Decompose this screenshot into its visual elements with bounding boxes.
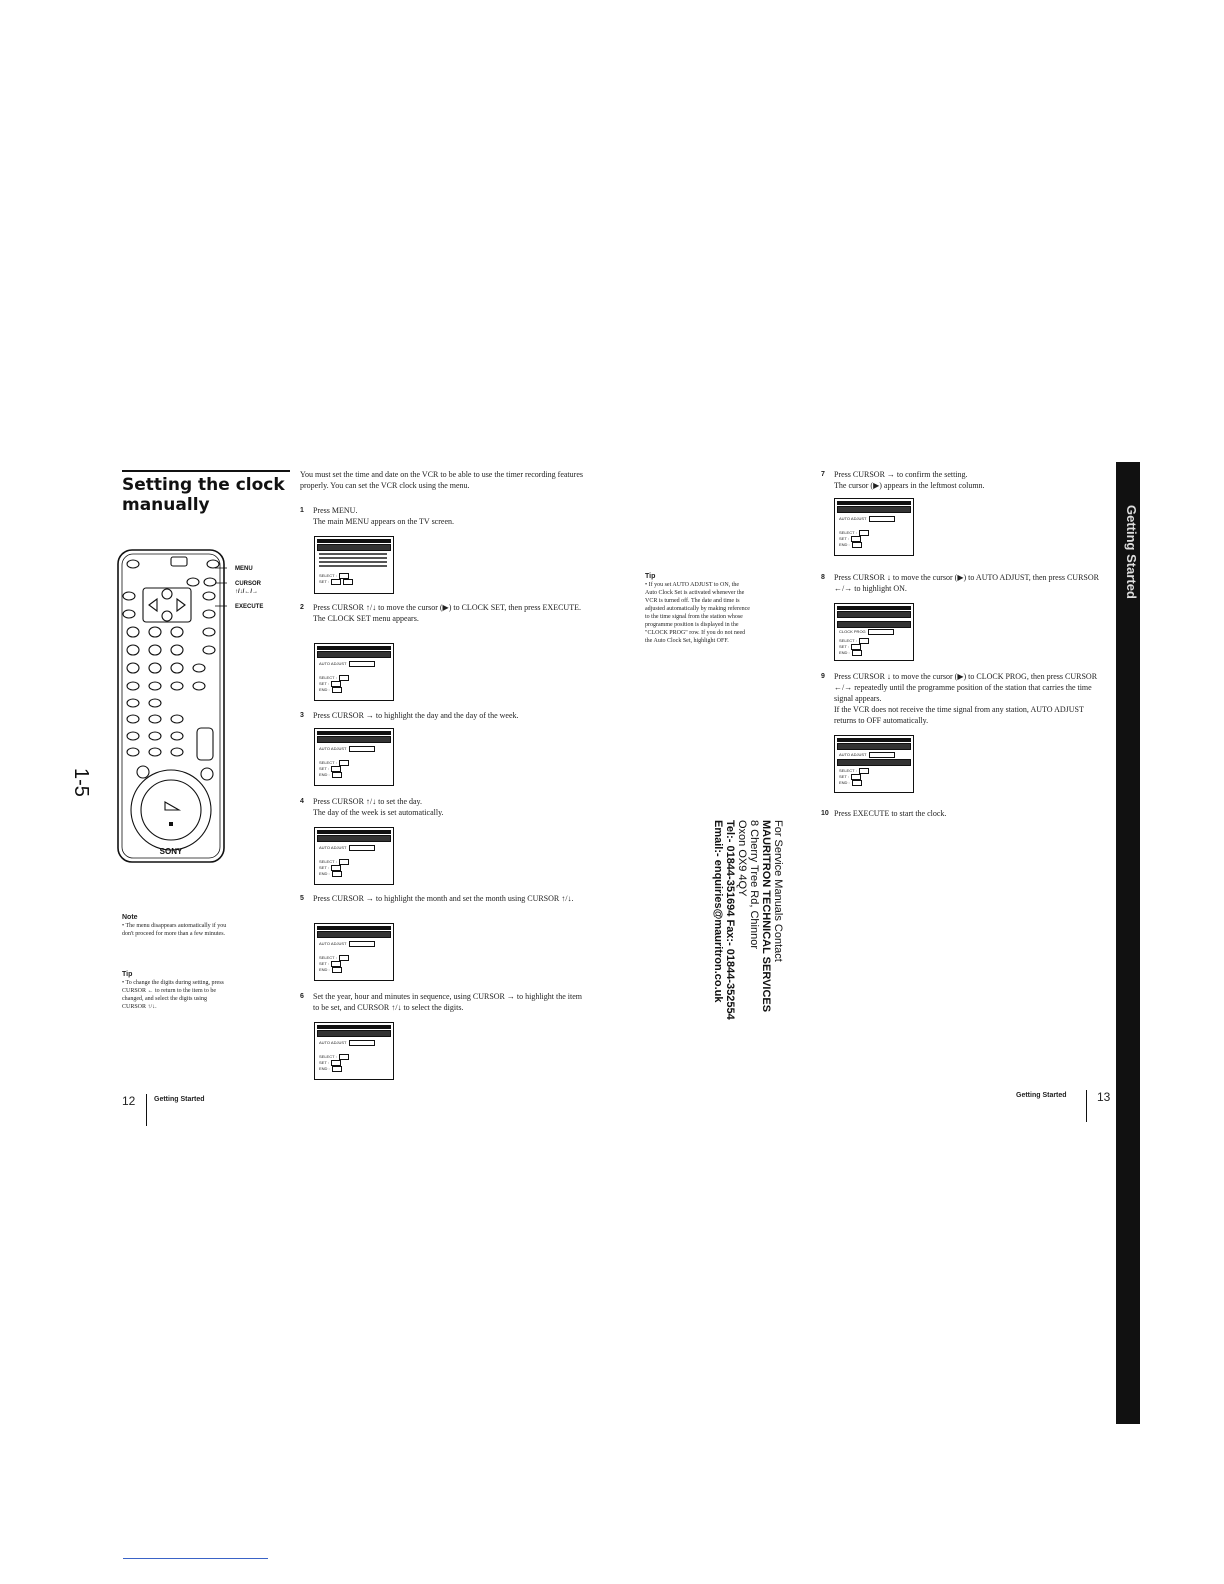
remote-label-execute: EXECUTE: [235, 604, 264, 610]
step-5: 5 Press CURSOR → to highlight the month and set the month using CURSOR ↑/↓.: [300, 894, 574, 903]
remote-label-cursor: CURSOR: [235, 581, 262, 587]
tip-auto-text: • If you set AUTO ADJUST to ON, the Auto Clock Set is activated whenever the VCR is turned off. The date and time is adjusted automatically by making reference to the time signal from the station whose programme position is displayed in the "CLOCK PROG" row. If you do not need the Auto Clock Set, highlight OFF.: [645, 582, 750, 644]
screen-auto-adjust: CLOCK PROG SELECT : SET : END :: [834, 603, 914, 661]
remote-label-arrows: ↑/↓/←/→: [235, 589, 259, 595]
step-1: 1 Press MENU. The main MENU appears on the TV screen.: [300, 506, 454, 526]
tip-block: [122, 971, 232, 1011]
bottom-line: [123, 1558, 268, 1559]
note-text: • The menu disappears automatically if you don't proceed for more than a few minutes.: [122, 923, 227, 937]
title-rule: [122, 470, 290, 472]
screen-clock-set-3: AUTO ADJUST SELECT : SET : END :: [314, 827, 394, 885]
step-8: 8 Press CURSOR ↓ to move the cursor (▶) to AUTO ADJUST, then press CURSOR ←/→ to highlight ON.: [821, 573, 1099, 593]
service-line-6: Email:- enquiries@mauritron.co.uk: [712, 820, 724, 1003]
screen-confirm: AUTO ADJUST SELECT : SET : END :: [834, 498, 914, 556]
service-line-3: 8 Cherry Tree Rd, Chinnor: [748, 820, 760, 949]
footer-divider-left: [146, 1094, 147, 1126]
note-heading: Note: [122, 914, 138, 921]
step-4: 4 Press CURSOR ↑/↓ to set the day. The day of the week is set automatically.: [300, 797, 444, 817]
remote-brand: SONY: [159, 847, 183, 856]
screen-clock-set-5: AUTO ADJUST SELECT : SET : END :: [314, 1022, 394, 1080]
step-3: 3 Press CURSOR → to highlight the day and the day of the week.: [300, 711, 519, 720]
margin-marker: 1-5: [70, 768, 92, 797]
service-line-2: MAURITRON TECHNICAL SERVICES: [760, 820, 772, 1013]
remote-control-image: [115, 548, 230, 866]
screen-main-menu: SELECT : SET :: [314, 536, 394, 594]
screen-clock-set-4: AUTO ADJUST SELECT : SET : END :: [314, 923, 394, 981]
tip-auto-heading: Tip: [645, 573, 656, 580]
intro-paragraph: You must set the time and date on the VCR to be able to use the timer recording features properly. You can set the VCR clock using the menu.: [300, 470, 583, 490]
step-7: 7 Press CURSOR → to confirm the setting. The cursor (▶) appears in the leftmost column.: [821, 470, 985, 490]
step-6: 6 Set the year, hour and minutes in sequence, using CURSOR → to highlight the item to be set, and CURSOR ↑/↓ to select the digits.: [300, 992, 582, 1012]
step-2: 2 Press CURSOR ↑/↓ to move the cursor (▶) to CLOCK SET, then press EXECUTE. The CLOCK SET menu appears.: [300, 603, 581, 623]
page-number-left: 12: [122, 1094, 136, 1108]
step-9: 9 Press CURSOR ↓ to move the cursor (▶) to CLOCK PROG, then press CURSOR ←/→ repeatedly until the programme position of the station that carries the time signal appears. If the VCR does not receive the time signal from any station, AUTO ADJUST returns to OFF automatically.: [821, 672, 1098, 725]
tip-text: • To change the digits during setting, press CURSOR ← to return to the item to be changed, and select the digits using CURSOR ↑/↓.: [122, 980, 224, 1010]
service-line-4: Oxon OX9 4QY: [736, 820, 748, 897]
page-title: Setting the clock manually: [122, 475, 285, 515]
remote-labels: [235, 565, 263, 611]
service-line-5: Tel:- 01844-351694 Fax:- 01844-352554: [724, 820, 736, 1020]
service-contact: [712, 820, 784, 1020]
chapter-tab-label: Getting Started: [1124, 505, 1139, 599]
tip-heading: Tip: [122, 971, 133, 978]
footer-divider-right: [1086, 1090, 1087, 1122]
screen-clock-set-1: AUTO ADJUST SELECT : SET : END :: [314, 643, 394, 701]
step-10: 10 Press EXECUTE to start the clock.: [821, 809, 947, 818]
remote-label-menu: MENU: [235, 566, 253, 572]
screen-clock-prog: AUTO ADJUST SELECT : SET : END :: [834, 735, 914, 793]
footer-section-left: Getting Started: [154, 1096, 205, 1103]
page-number-right: 13: [1097, 1090, 1111, 1104]
screen-clock-set-2: AUTO ADJUST SELECT : SET : END :: [314, 728, 394, 786]
footer-section-right: Getting Started: [1016, 1092, 1067, 1099]
note-block: [122, 914, 232, 938]
service-line-1: For Service Manuals Contact: [772, 820, 784, 962]
tip-auto-adjust: [645, 573, 750, 645]
